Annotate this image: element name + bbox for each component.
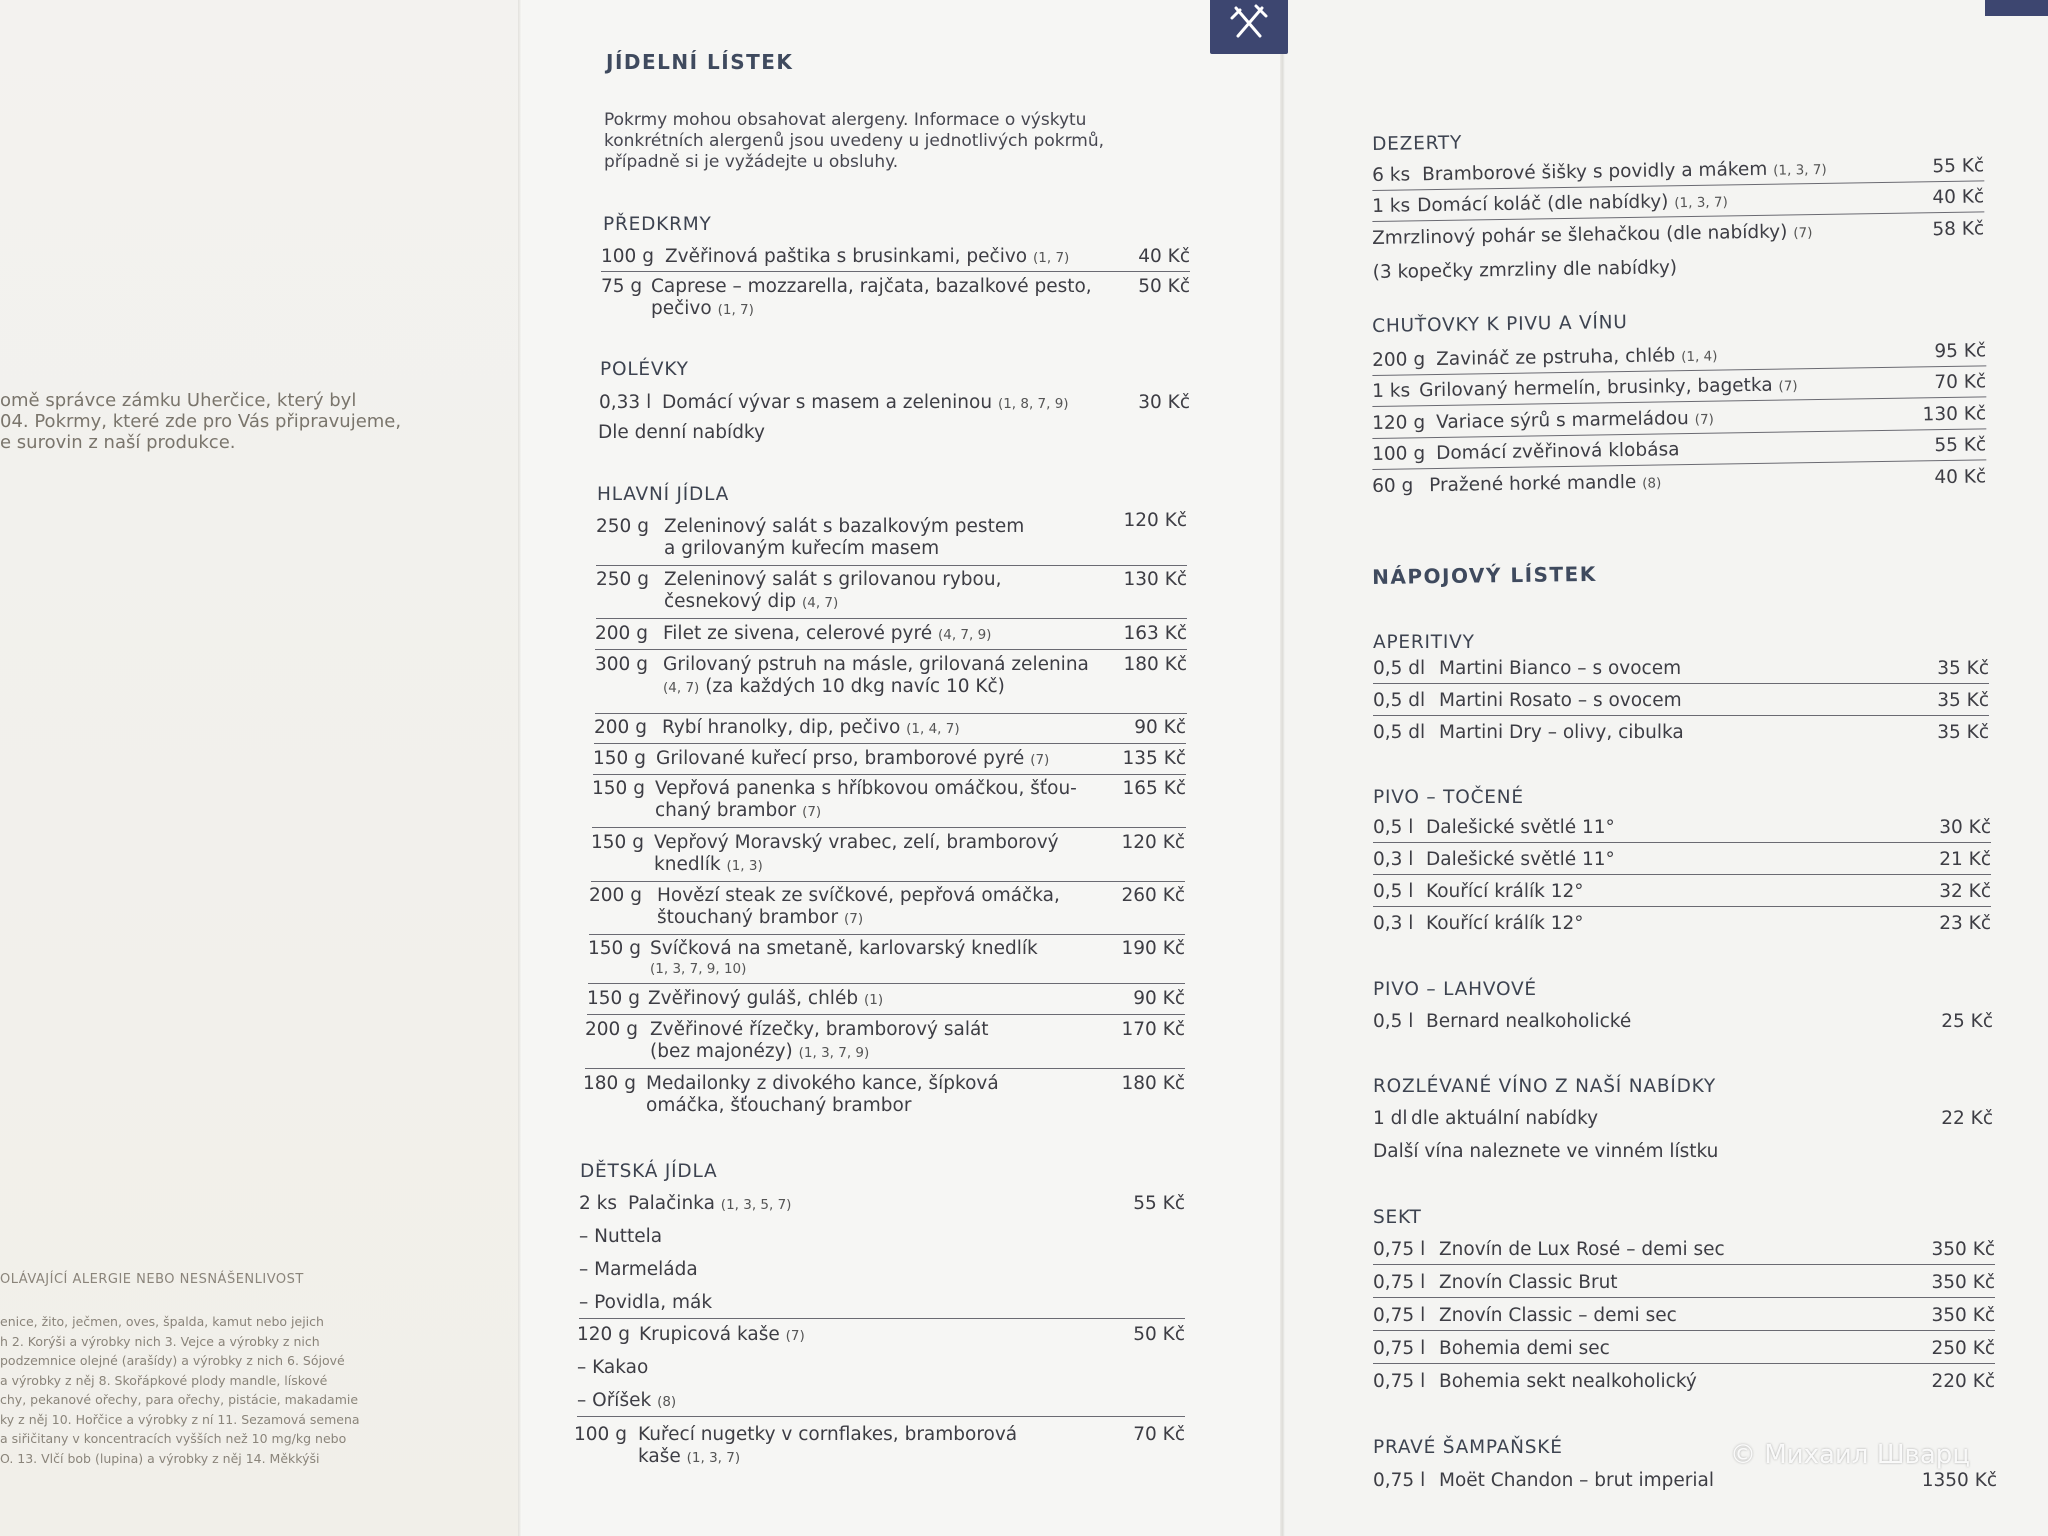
item-allergens: (7) [1778,378,1798,395]
menu-item [1373,690,1989,716]
menu-item [601,246,1190,272]
item-name-cont: kaše [638,1446,681,1467]
item-price: 250 Kč [1931,1338,1995,1359]
item-price: 35 Kč [1937,658,1989,679]
drinks-menu-title: NÁPOJOVÝ LÍSTEK [1372,561,1597,589]
item-allergens: (1, 3, 7) [1773,161,1827,179]
intro-text [0,390,460,453]
item-price: 350 Kč [1931,1305,1995,1326]
menu-item [1373,1338,1995,1364]
item-allergens: (1, 3, 7, 9, 10) [650,961,747,977]
allergy-line: enice, žito, ječmen, oves, špalda, kamut nebo jejich [0,1314,324,1329]
item-name: Bohemia demi sec [1439,1338,1610,1359]
item-price: 163 Kč [1123,623,1187,644]
item-price: 55 Kč [1133,1193,1185,1214]
item-allergens: (1, 3, 5, 7) [720,1197,792,1213]
item-name: Palačinka [628,1193,715,1214]
menu-item [1373,913,1991,939]
item-name: Svíčková na smetaně, karlovarský knedlík [650,938,1038,959]
menu-item [593,748,1186,775]
item-option: – Oříšek [577,1390,652,1411]
allergy-list [0,1312,410,1468]
item-qty: 1 dl [1373,1108,1408,1129]
menu-tab [1210,0,1288,54]
item-price: 40 Kč [1138,246,1190,267]
menu-item [588,938,1185,984]
item-qty: 200 g [585,1019,638,1040]
item-qty: 75 g [601,276,643,297]
section-title: HLAVNÍ JÍDLA [597,484,730,505]
item-name: Znovín Classic Brut [1439,1272,1618,1293]
section-title: ROZLÉVANÉ VÍNO Z NAŠÍ NABÍDKY [1373,1076,1717,1097]
item-name-cont: pečivo [651,298,712,319]
watermark: © Михаил Шварц [1730,1440,1970,1470]
item-price: 260 Kč [1121,885,1185,906]
allergy-line: h 2. Korýši a výrobky nich 3. Vejce a výrobky z nich [0,1333,320,1349]
item-allergens: (1, 8, 7, 9) [997,396,1069,412]
item-price: 180 Kč [1121,1073,1185,1094]
item-price: 120 Kč [1121,832,1185,853]
item-name: Martini Bianco – s ovocem [1439,658,1682,679]
menu-item [599,392,1190,418]
allergy-line: a výrobky z něj 8. Skořápkové plody mandle, lískové [0,1372,328,1388]
item-price: 22 Kč [1941,1108,1993,1129]
allergy-line: O. 13. Vlčí bob (lupina) a výrobky z něj 14. Měkkýši [0,1450,320,1466]
item-qty: 150 g [591,832,644,853]
item-name: Caprese – mozzarella, rajčata, bazalkové pesto, [651,276,1092,297]
item-price: 180 Kč [1123,654,1187,675]
fork-knife-icon [1210,0,1288,54]
item-price: 25 Kč [1941,1011,1993,1032]
item-allergens: (4, 7) [801,595,839,611]
page-fold [518,0,522,1536]
item-qty: 0,75 l [1373,1239,1426,1260]
item-allergens: (1) [863,992,884,1008]
item-name: Zvěřinové řízečky, bramborový salát [650,1019,989,1040]
item-price: 120 Kč [1123,510,1187,531]
item-name: Bernard nealkoholické [1426,1011,1632,1032]
item-price: 55 Kč [1934,434,1987,457]
item-name: Domácí koláč (dle nabídky) [1416,191,1669,217]
item-allergens: (7) [1793,225,1813,242]
item-allergens: (7) [802,804,822,820]
item-name: Zvěřinový guláš, chléb [648,988,859,1009]
item-allergens: (1, 7) [1033,250,1070,266]
item-name: Zeleninový salát s grilovanou rybou, [664,569,1002,590]
item-qty: 0,75 l [1373,1470,1426,1491]
item-qty: 250 g [596,516,649,537]
item-qty: 1 ks [1372,195,1411,217]
item-name: Bramborové šišky s povidly a mákem [1421,158,1768,186]
menu-item [1373,658,1989,684]
item-name-cont: česnekový dip [664,591,797,612]
item-price: 30 Kč [1939,817,1991,838]
item-qty: 100 g [574,1424,627,1445]
item-name: Rybí hranolky, dip, pečivo [662,717,901,738]
item-option: – Nuttela [579,1226,663,1247]
item-qty: 120 g [577,1324,630,1345]
allergen-note [604,110,1184,173]
note-line: Pokrmy mohou obsahovat alergeny. Informace o výskytu [604,110,1087,130]
item-allergens: (4, 7, 9) [937,627,992,643]
item-qty: 200 g [589,885,642,906]
item-qty: 250 g [596,569,649,590]
item-name: Hovězí steak ze svíčkové, pepřová omáčka, [657,885,1060,906]
item-allergens: (1, 3, 7) [686,1450,741,1466]
section-title: DĚTSKÁ JÍDLA [580,1161,718,1182]
item-price: 70 Kč [1133,1424,1185,1445]
item-qty: 6 ks [1372,164,1411,186]
item-name: dle aktuální nabídky [1411,1108,1599,1129]
allergy-line: chy, pekanové ořechy, para ořechy, pistácie, makadamie [0,1392,359,1407]
allergy-line: a siřičitany v koncentracích vyšších než 10 mg/kg nebo [0,1431,347,1446]
item-name: Filet ze sivena, celerové pyré [663,623,933,644]
item-name-cont: knedlík [654,854,721,875]
item-price: 50 Kč [1133,1324,1185,1345]
item-price: 130 Kč [1922,403,1987,426]
menu-item [601,276,1190,324]
menu-item [1373,1239,1995,1265]
item-allergens: (1, 4, 7) [906,721,960,737]
wine-note: Další vína naleznete ve vinném lístku [1373,1141,1719,1162]
item-name: Vepřový Moravský vrabec, zelí, bramborový [654,832,1059,853]
item-price: 90 Kč [1133,988,1185,1009]
item-name: Grilovaný pstruh na másle, grilovaná zelenina [663,654,1089,675]
menu-item [594,717,1186,744]
item-name-cont: (3 kopečky zmrzliny dle nabídky) [1372,257,1678,283]
item-name-cont: a grilovaným kuřecím masem [664,538,940,559]
item-allergens: (1, 3) [726,858,763,874]
menu-item [1373,849,1991,875]
section-title: APERITIVY [1373,632,1475,653]
menu-item [585,1019,1185,1069]
intro-line: 04. Pokrmy, které zde pro Vás připravujeme, [0,411,402,432]
item-qty: 150 g [593,748,646,769]
page-fold [1280,0,1285,1536]
menu-item [596,510,1187,566]
left-panel [0,0,520,1536]
item-name: Kouřící králík 12° [1426,913,1584,934]
section-title: DEZERTY [1372,132,1463,155]
item-allergens: (4, 7) [663,680,700,696]
menu-item [577,1324,1185,1417]
item-qty: 150 g [587,988,640,1009]
menu-item [595,654,1187,714]
item-name: Grilované kuřecí prso, bramborové pyré [656,748,1025,769]
item-qty: 150 g [588,938,641,959]
item-name: Znovín de Lux Rosé – demi sec [1439,1239,1725,1260]
item-qty: 1 ks [1372,380,1411,402]
item-name: Martini Dry – olivy, cibulka [1439,722,1684,743]
item-price: 95 Kč [1934,340,1987,363]
note-line: případně si je vyžádejte u obsluhy. [604,152,899,172]
item-option: – Marmeláda [579,1259,698,1280]
item-price: 40 Kč [1932,186,1985,209]
item-qty: 0,5 l [1373,1011,1414,1032]
item-qty: 100 g [1372,443,1426,465]
menu-item [1373,722,1989,748]
section-title: PIVO – TOČENÉ [1373,787,1524,808]
section-title: CHUŤOVKY K PIVU A VÍNU [1372,311,1628,337]
menu-item [1373,1108,1993,1134]
item-name-cont: štouchaný brambor [657,907,839,928]
intro-line: omě správce zámku Uherčice, který byl [0,390,357,411]
item-allergens: (7) [1030,752,1050,768]
item-name: Krupicová kaše [639,1324,780,1345]
menu-item [1373,1272,1995,1298]
daily-offer: Dle denní nabídky [598,422,765,443]
section-title: PIVO – LAHVOVÉ [1373,979,1537,1000]
item-name: Zavináč ze pstruha, chléb [1435,345,1676,370]
item-qty: 0,75 l [1373,1338,1426,1359]
item-name: Medailonky z divokého kance, šípková [646,1073,999,1094]
item-name: Dalešické světlé 11° [1426,817,1615,838]
item-name: Kuřecí nugetky v cornflakes, bramborová [638,1424,1018,1445]
item-qty: 200 g [1372,349,1426,371]
item-allergens: (1, 7) [717,302,754,318]
item-name: Martini Rosato – s ovocem [1439,690,1682,711]
menu-item [579,1193,1185,1319]
item-name: Znovín Classic – demi sec [1439,1305,1677,1326]
note-line: konkrétních alergenů jsou uvedeny u jednotlivých pokrmů, [604,131,1105,151]
menu-item [587,988,1185,1015]
menu-item [595,623,1187,650]
item-qty: 0,5 l [1373,817,1414,838]
item-allergens: (1, 3, 7, 9) [798,1045,870,1061]
item-qty: 0,5 l [1373,881,1414,902]
item-price: 90 Kč [1134,717,1186,738]
menu-item [589,885,1185,935]
item-qty: 0,75 l [1373,1305,1426,1326]
menu-item [1373,881,1991,907]
item-qty: 0,33 l [599,392,652,413]
item-qty: 0,5 dl [1373,690,1426,711]
section-title: PŘEDKRMY [603,214,712,235]
item-price: 30 Kč [1138,392,1190,413]
item-name: Variace sýrů s marmeládou [1435,408,1689,433]
item-name: Zeleninový salát s bazalkovým pestem [664,516,1025,537]
menu-item [574,1424,1185,1474]
item-name-cont: (bez majonézy) [650,1041,793,1062]
item-name: Zmrzlinový pohár se šlehačkou (dle nabídky) [1372,221,1788,249]
item-price: 35 Kč [1937,690,1989,711]
item-name: Zvěřinová paštika s brusinkami, pečivo [665,246,1028,267]
item-name: Domácí zvěřinová klobása [1435,439,1680,464]
item-name: Vepřová panenka s hříbkovou omáčkou, šťou- [655,778,1077,799]
item-name: Bohemia sekt nealkoholický [1439,1371,1697,1392]
item-allergens: (7) [844,911,864,927]
item-price: 220 Kč [1931,1371,1995,1392]
item-price: 35 Kč [1937,722,1989,743]
item-qty: 200 g [594,717,647,738]
item-name: Moët Chandon – brut imperial [1439,1470,1715,1491]
item-name-cont: omáčka, šťouchaný brambor [646,1095,912,1116]
section-title: SEKT [1373,1207,1422,1228]
item-allergens: (7) [785,1328,805,1344]
item-allergens: (7) [1694,411,1714,428]
allergy-line: ky z něj 10. Hořčice a výrobky z ní 11. Sezamová semena [0,1411,360,1427]
item-price: 350 Kč [1931,1272,1995,1293]
section-title: POLÉVKY [600,359,689,380]
item-option: – Kakao [577,1357,649,1378]
item-qty: 0,75 l [1373,1272,1426,1293]
item-option: – Povidla, mák [579,1292,713,1313]
menu-item [592,778,1186,828]
menu-item [583,1073,1185,1123]
item-allergens: (8) [657,1394,677,1410]
item-name-cont: chaný brambor [655,800,797,821]
item-qty: 0,75 l [1373,1371,1426,1392]
allergy-line: podzemnice olejné (arašídy) a výrobky z nich 6. Sójové [0,1353,345,1368]
item-price: 55 Kč [1932,155,1985,178]
item-qty: 100 g [601,246,654,267]
item-price: 350 Kč [1931,1239,1995,1260]
item-qty: 60 g [1372,475,1414,497]
item-price: 70 Kč [1934,371,1987,394]
item-qty: 0,5 dl [1373,722,1426,743]
item-price: 1350 Kč [1921,1470,1997,1491]
item-qty: 0,5 dl [1373,658,1426,679]
item-qty: 0,3 l [1373,849,1414,870]
item-name-cont: (za každých 10 dkg navíc 10 Kč) [705,676,1005,697]
intro-line: e surovin z naší produkce. [0,432,236,453]
item-name: Domácí vývar s masem a zeleninou [662,392,993,413]
item-allergens: (1, 3, 7) [1674,194,1728,212]
item-price: 40 Kč [1934,466,1987,489]
menu-item [1372,218,1985,283]
item-qty: 150 g [592,778,645,799]
item-price: 58 Kč [1932,218,1985,241]
item-allergens: (1, 4) [1681,348,1718,366]
item-price: 170 Kč [1121,1019,1185,1040]
section-title: PRAVÉ ŠAMPAŇSKÉ [1373,1437,1563,1458]
menu-item [1373,1305,1995,1331]
item-price: 190 Kč [1121,938,1185,959]
allergy-title: OLÁVAJÍCÍ ALERGIE NEBO NESNÁŠENLIVOST [0,1272,304,1287]
menu-tab [1985,0,2048,16]
item-qty: 120 g [1372,412,1426,434]
item-price: 130 Kč [1123,569,1187,590]
food-menu-title: JÍDELNÍ LÍSTEK [606,50,794,74]
item-name: Dalešické světlé 11° [1426,849,1615,870]
item-name: Grilovaný hermelín, brusinky, bagetka [1418,374,1773,402]
item-qty: 300 g [595,654,648,675]
item-qty: 200 g [595,623,648,644]
item-price: 32 Kč [1939,881,1991,902]
item-price: 50 Kč [1138,276,1190,297]
item-name: Kouřící králík 12° [1426,881,1584,902]
item-qty: 2 ks [579,1193,618,1214]
menu-item [1373,1371,1995,1397]
item-qty: 180 g [583,1073,636,1094]
menu-item [596,569,1187,619]
item-price: 135 Kč [1122,748,1186,769]
item-price: 165 Kč [1122,778,1186,799]
item-name: Pražené horké mandle [1428,471,1637,497]
item-price: 21 Kč [1939,849,1991,870]
menu-item [591,832,1185,882]
item-price: 23 Kč [1939,913,1991,934]
menu-item [1373,1470,1997,1496]
menu-item [1373,1011,1993,1037]
item-qty: 0,3 l [1373,913,1414,934]
item-allergens: (8) [1642,475,1662,492]
menu-item [1373,817,1991,843]
